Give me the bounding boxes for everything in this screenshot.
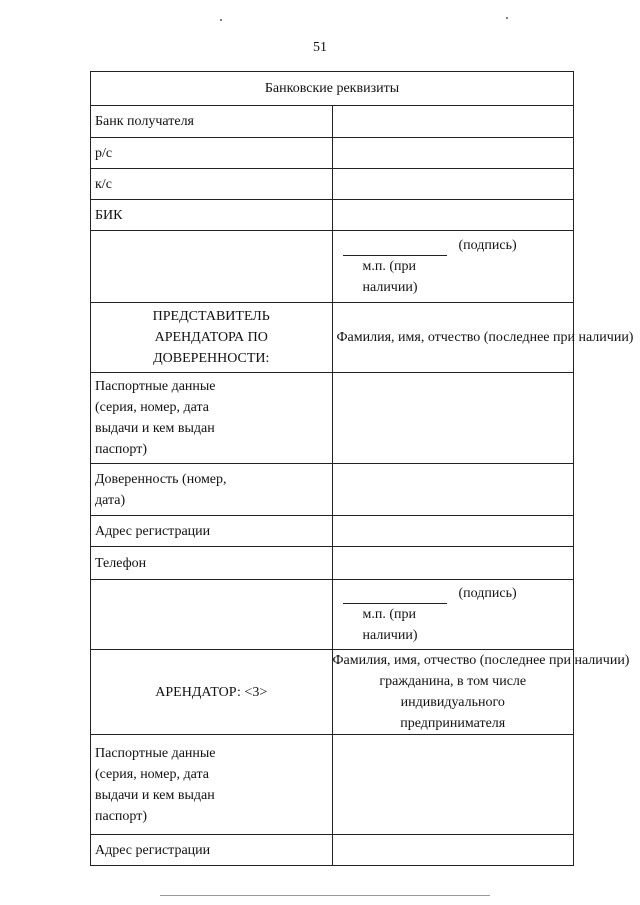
signature-cell: [332, 231, 574, 303]
representative-title-line: ДОВЕРЕННОСТИ:: [153, 351, 270, 366]
row-value: [332, 735, 574, 835]
signature-line: [343, 591, 447, 604]
label-line: Паспортные данные: [95, 745, 216, 761]
table-row: [91, 373, 574, 464]
table-row: [91, 200, 574, 231]
representative-title-line: АРЕНДАТОРА ПО: [154, 330, 268, 345]
tenant-fio-line: предпринимателя: [400, 716, 506, 731]
row-value: [332, 547, 574, 580]
address-label: Адрес регистрации: [91, 835, 333, 866]
representative-row: [91, 303, 574, 373]
signature-row: [91, 580, 574, 650]
table-row: [91, 516, 574, 547]
row-value: [332, 516, 574, 547]
row-value: [332, 464, 574, 516]
tenant-fio-line: гражданина, в том числе индивидуального: [379, 674, 527, 710]
signature-line: [343, 243, 447, 256]
stamp-note-line2: наличии): [362, 280, 418, 295]
label-line: выдачи и кем выдан: [95, 421, 215, 436]
table-row: [91, 735, 574, 835]
table-row: [91, 106, 574, 138]
label-line: Паспортные данные: [95, 379, 216, 394]
stamp-note-line1: м.п. (при: [362, 607, 416, 622]
stamp-note-line1: м.п. (при: [362, 259, 416, 274]
passport-label: [91, 735, 333, 835]
label-line: (серия, номер, дата: [95, 766, 209, 782]
passport-label: [91, 373, 333, 464]
label-line: дата): [95, 492, 126, 508]
scan-speck: [220, 19, 222, 21]
label-line: Доверенность (номер,: [95, 471, 227, 487]
table-row: [91, 835, 574, 866]
row-value: [332, 835, 574, 866]
row-label: р/с: [91, 138, 333, 169]
signature-row: [91, 231, 574, 303]
signature-cell: [332, 580, 574, 650]
row-value: [332, 373, 574, 464]
row-value: [332, 200, 574, 231]
tenant-row: [91, 650, 574, 735]
table-row: [91, 169, 574, 200]
tenant-fio: [332, 650, 630, 735]
label-line: выдачи и кем выдан: [95, 787, 215, 803]
row-value: [332, 169, 574, 200]
signature-caption: (подпись): [458, 586, 517, 601]
label-line: паспорт): [95, 442, 148, 457]
table-title: Банковские реквизиты: [91, 72, 574, 106]
tenant-title: АРЕНДАТОР: <3>: [91, 650, 333, 735]
page-number: 51: [313, 40, 327, 55]
row-label: к/с: [91, 169, 333, 200]
table-row: [91, 464, 574, 516]
address-label: Адрес регистрации: [91, 516, 333, 547]
signature-caption: (подпись): [458, 238, 517, 253]
phone-label: Телефон: [91, 547, 333, 580]
table-row: [91, 547, 574, 580]
row-label: БИК: [91, 200, 333, 231]
representative-title: [91, 303, 333, 373]
representative-title-line: ПРЕДСТАВИТЕЛЬ: [152, 309, 270, 324]
representative-fio: Фамилия, имя, отчество (последнее при наличии): [332, 303, 574, 373]
tenant-fio-line: Фамилия, имя, отчество (последнее при наличии): [332, 653, 630, 668]
label-line: (серия, номер, дата: [95, 400, 209, 415]
proxy-label: [91, 464, 333, 516]
label-line: паспорт): [95, 808, 148, 824]
row-value: [332, 106, 574, 138]
empty-cell: [91, 231, 333, 303]
scan-speck: [506, 17, 508, 19]
empty-cell: [91, 580, 333, 650]
row-value: [332, 138, 574, 169]
page-edge-line: [160, 895, 490, 896]
bank-details-table: [90, 71, 634, 866]
row-label: Банк получателя: [91, 106, 333, 138]
table-header-row: [91, 72, 574, 106]
stamp-note-line2: наличии): [362, 628, 418, 643]
table-row: [91, 138, 574, 169]
